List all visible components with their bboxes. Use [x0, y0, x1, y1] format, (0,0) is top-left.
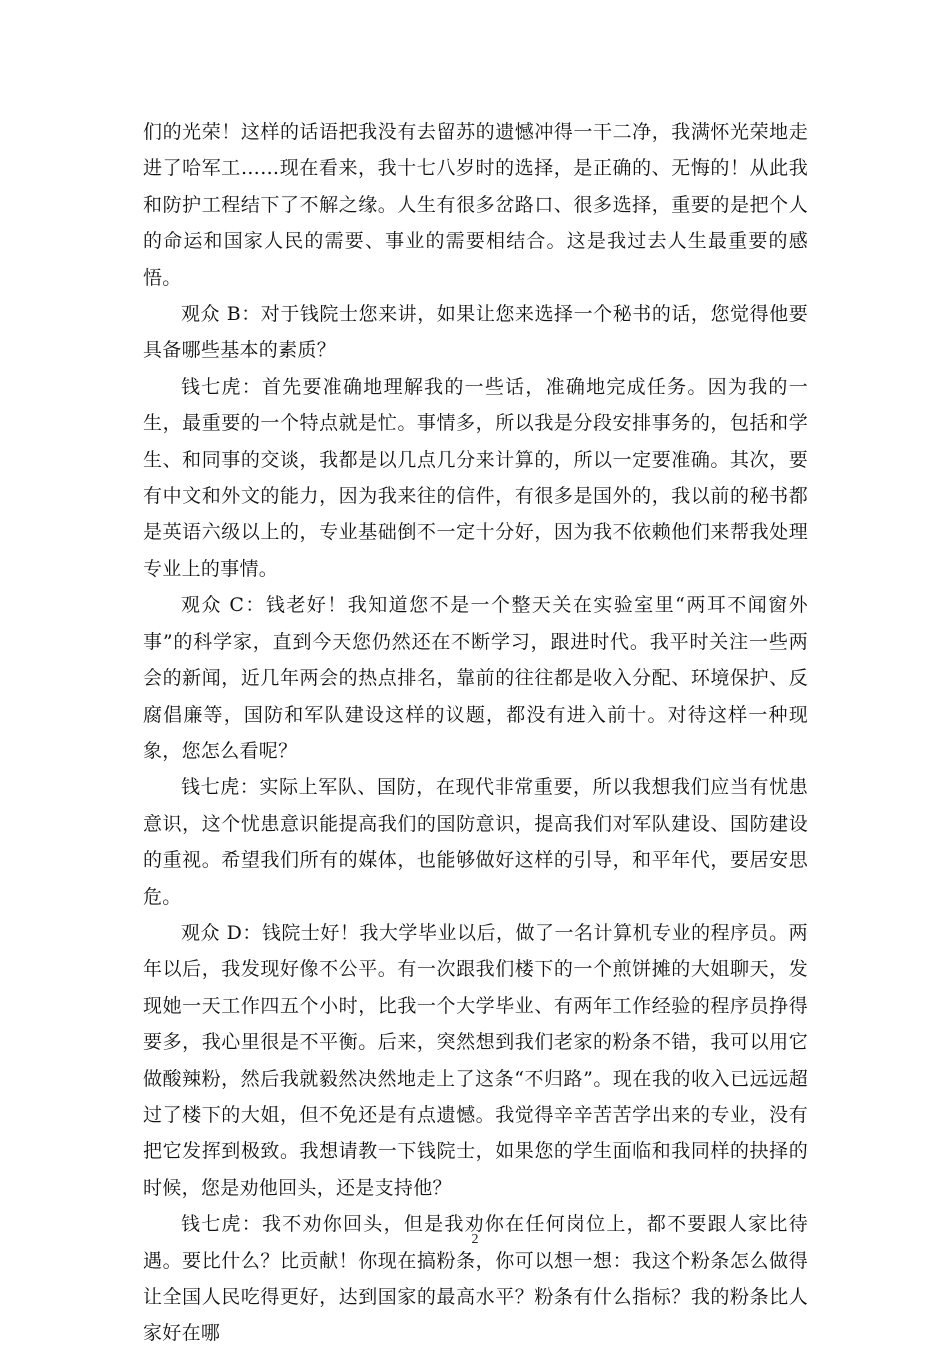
paragraph-3: 钱七虎：首先要准确地理解我的一些话，准确地完成任务。因为我的一生，最重要的一个特点就是忙。事情多，所以我是分段安排事务的，包括和学生、和同事的交谈，我都是以几点几分来计算的，所以一定要准确。其次，要有中文和外文的能力，因为我来往的信件，有很多是国外的，我以前的秘书都是英语六级以上的，专业基础倒不一定十分好，因为我不依赖他们来帮我处理专业上的事情。 — [143, 375, 808, 580]
paragraph-2: 观众 B：对于钱院士您来讲，如果让您来选择一个秘书的话，您觉得他要具备哪些基本的素质？ — [143, 303, 808, 362]
paragraph-7: 钱七虎：我不劝你回头，但是我劝你在任何岗位上，都不要跟人家比待遇。要比什么？比贡献！你现在搞粉条，你可以想一想：我这个粉条怎么做得让全国人民吃得更好，达到国家的最高水平？粉条有什么指标？我的粉条比人家好在哪 — [143, 1213, 808, 1345]
paragraph-5: 钱七虎：实际上军队、国防，在现代非常重要，所以我想我们应当有忧患意识，这个忧患意识能提高我们的国防意识，提高我们对军队建设、国防建设的重视。希望我们所有的媒体，也能够做好这样的引导，和平年代，要居安思危。 — [143, 776, 808, 908]
paragraph-4: 观众 C：钱老好！我知道您不是一个整天关在实验室里“两耳不闻窗外事”的科学家，直到今天您仍然还在不断学习，跟进时代。我平时关注一些两会的新闻，近几年两会的热点排名，靠前的往往都是收入分配、环境保护、反腐倡廉等，国防和军队建设这样的议题，都没有进入前十。对待这样一种现象，您怎么看呢？ — [143, 594, 808, 762]
paragraph-1: 们的光荣！这样的话语把我没有去留苏的遗憾冲得一干二净，我满怀光荣地走进了哈军工……现在看来，我十七八岁时的选择，是正确的、无悔的！从此我和防护工程结下了不解之缘。人生有很多岔路口、很多选择，重要的是把个人的命运和国家人民的需要、事业的需要相结合。这是我过去人生最重要的感悟。 — [143, 121, 808, 289]
paragraph-6: 观众 D：钱院士好！我大学毕业以后，做了一名计算机专业的程序员。两年以后，我发现好像不公平。有一次跟我们楼下的一个煎饼摊的大姐聊天，发现她一天工作四五个小时，比我一个大学毕业、有两年工作经验的程序员挣得要多，我心里很是不平衡。后来，突然想到我们老家的粉条不错，我可以用它做酸辣粉，然后我就毅然决然地走上了这条“不归路”。现在我的收入已远远超过了楼下的大姐，但不免还是有点遗憾。我觉得辛辛苦苦学出来的专业，没有把它发挥到极致。我想请教一下钱院士，如果您的学生面临和我同样的抉择的时候，您是劝他回头，还是支持他？ — [143, 921, 808, 1199]
document-body — [143, 114, 808, 1352]
page-number: 2 — [471, 1232, 479, 1247]
